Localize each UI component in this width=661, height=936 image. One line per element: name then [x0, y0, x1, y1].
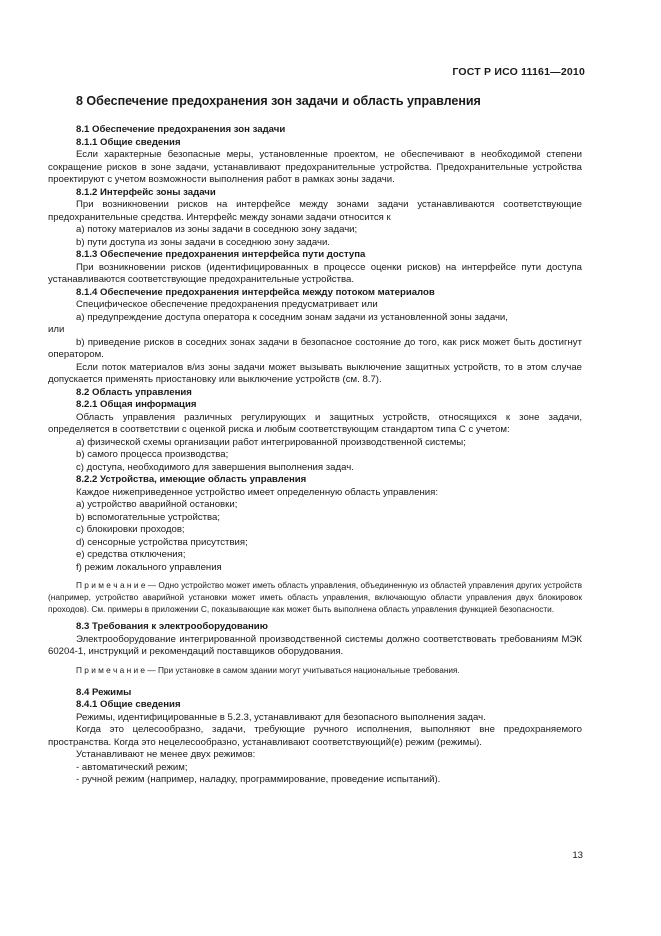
paragraph: b) приведение рисков в соседних зонах задачи в безопасное состояние до того, как риск может быть достигнут оператором.	[48, 336, 582, 360]
section-heading: 8.4.1 Общие сведения	[76, 699, 181, 711]
paragraph: Специфическое обеспечение предохранения предусматривает или	[76, 299, 378, 310]
paragraph: a) предупреждение доступа оператора к соседним зонам задачи из установленной зоны задачи,	[76, 311, 508, 323]
section-title: 8 Обеспечение предохранения зон задачи и область управления	[76, 94, 481, 108]
section-heading: 8.2 Область управления	[76, 386, 192, 398]
list-item: f) режим локального управления	[76, 561, 222, 573]
section-heading: 8.1.4 Обеспечение предохранения интерфейса между потоком материалов	[76, 286, 435, 298]
section-heading: 8.2.2 Устройства, имеющие область управления	[76, 474, 307, 485]
note-paragraph: П р и м е ч а н и е — Одно устройство может иметь область управления, объединенную из областей управления других устройств (например, устройство аварийной установки может иметь область управления, включающую области управления двух блокировок проходов). См. примеры в приложении С, показывающие как может быть выполнена область управления функцией безопасности.	[48, 580, 582, 614]
paragraph: Если характерные безопасные меры, установленные проектом, не обеспечивают в необходимой степени сокращение рисков в зоне задачи, устанавливают предохранительные устройства. Предохранительные устройства проектируют с учетом возможности выполнения работ в рамках зоны задачи.	[48, 149, 582, 185]
list-item: a) физической схемы организации работ интегрированной производственной системы;	[76, 436, 466, 448]
list-item: - ручной режим (например, наладку, программирование, проведение испытаний).	[76, 774, 441, 786]
paragraph: или	[48, 324, 65, 335]
paragraph: При возникновении рисков (идентифицированных в процессе оценки рисков) на интерфейсе пути доступа устанавливаются соответствующие предохранительные устройства.	[48, 261, 582, 285]
note-paragraph: П р и м е ч а н и е — При установке в самом здании могут учитываться национальные требования.	[76, 664, 460, 675]
section-heading: 8.2.1 Общая информация	[76, 399, 197, 410]
list-item: - автоматический режим;	[76, 761, 188, 773]
paragraph: Когда это целесообразно, задачи, требующие ручного исполнения, выполняют вне предохраняемого пространства. Когда это нецелесообразно, устанавливают соответствующий(е) режим (режимы).	[48, 724, 582, 748]
paragraph: При возникновении рисков на интерфейсе между зонами задачи устанавливаются соответствующие предохранительные средства. Интерфейс между зонами задачи относится к	[48, 199, 582, 223]
list-item: c) блокировки проходов;	[76, 524, 185, 535]
paragraph: Режимы, идентифицированные в 5.2.3, устанавливают для безопасного выполнения задач.	[76, 711, 486, 723]
section-heading: 8.1 Обеспечение предохранения зон задачи	[76, 124, 286, 135]
section-heading: 8.1.1 Общие сведения	[76, 136, 181, 148]
section-heading: 8.1.3 Обеспечение предохранения интерфейса пути доступа	[76, 249, 366, 260]
paragraph: Область управления различных регулирующих и защитных устройств, относящихся к зоне задачи, определяется в соответствии с оценкой риска и любым соответствующим стандартом типа С с учетом:	[48, 411, 582, 435]
paragraph: Электрооборудование интегрированной производственной системы должно соответствовать требованиям МЭК 60204-1, инструкций и рекомендаций поставщиков оборудования.	[48, 633, 582, 658]
document-body	[48, 124, 582, 787]
paragraph: Каждое нижеприведенное устройство имеет определенную область управления:	[76, 486, 438, 498]
list-item: a) потоку материалов из зоны задачи в соседнюю зону задачи;	[76, 224, 358, 235]
list-item: a) устройство аварийной остановки;	[76, 499, 238, 510]
page-number: 13	[572, 850, 583, 861]
paragraph: Если поток материалов в/из зоны задачи может вызывать выключение защитных устройств, то в этом случае допускается применять приостановку или выключение устройств (см. 8.7).	[48, 361, 582, 385]
spacer	[48, 677, 582, 687]
list-item: d) сенсорные устройства присутствия;	[76, 536, 248, 548]
list-item: b) пути доступа из зоны задачи в соседнюю зону задачи.	[76, 236, 330, 248]
standard-header: ГОСТ Р ИСО 11161—2010	[452, 66, 585, 78]
section-heading: 8.4 Режимы	[76, 686, 132, 698]
section-heading: 8.3 Требования к электрооборудованию	[76, 621, 268, 633]
list-item: b) самого процесса производства;	[76, 449, 229, 460]
list-item: c) доступа, необходимого для завершения выполнения задач.	[76, 461, 354, 473]
section-heading: 8.1.2 Интерфейс зоны задачи	[76, 186, 216, 198]
list-item: b) вспомогательные устройства;	[76, 511, 221, 523]
paragraph: Устанавливают не менее двух режимов:	[76, 749, 256, 761]
list-item: e) средства отключения;	[76, 549, 186, 560]
